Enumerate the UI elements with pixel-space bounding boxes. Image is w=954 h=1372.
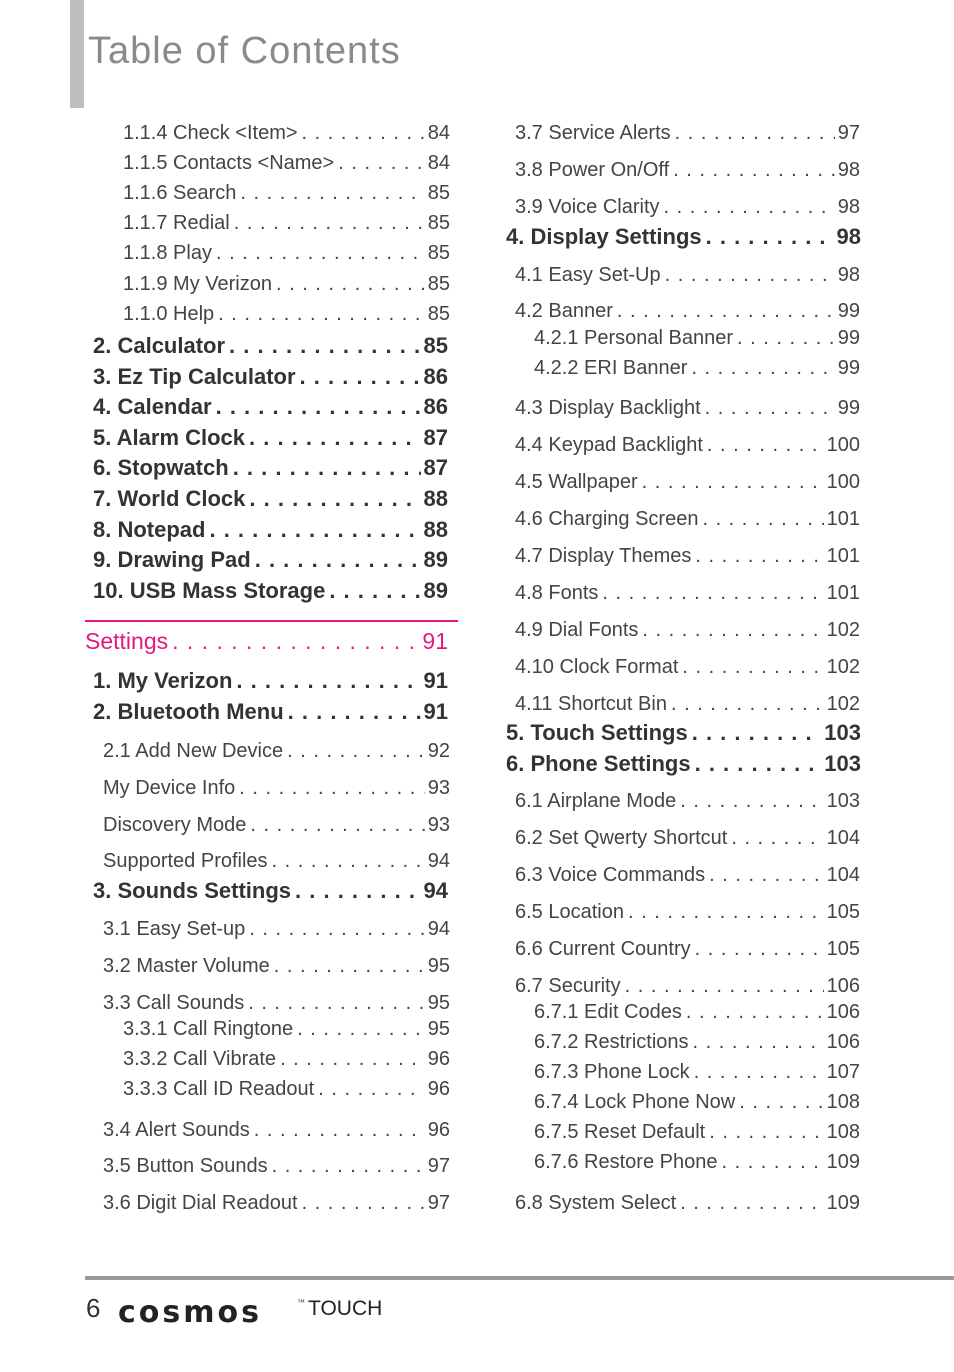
toc-leader-dots [731,826,823,850]
toc-leader-dots [172,627,419,655]
toc-page-number: 108 [826,1121,860,1143]
toc-label: 3.3.1 Call Ringtone [123,1018,294,1040]
toc-entry-left-27 [123,1017,450,1041]
toc-entry-right-16 [515,692,860,716]
toc-entry-left-19 [103,739,450,763]
toc-label: 6.7.6 Restore Phone [534,1151,718,1173]
toc-leader-dots [295,878,420,904]
toc-page-number: 94 [427,850,450,872]
toc-label: 4.4 Keypad Backlight [515,434,703,456]
toc-label: My Device Info [103,777,236,799]
toc-entry-left-18 [93,699,448,725]
toc-leader-dots [248,991,425,1015]
toc-leader-dots [664,195,835,219]
toc-label: 6.7.3 Phone Lock [534,1061,690,1083]
toc-label: 4.11 Shortcut Bin [515,693,667,715]
toc-entry-right-25 [534,1000,860,1024]
toc-page-number: 109 [826,1151,860,1173]
toc-label: 3.4 Alert Sounds [103,1119,250,1141]
toc-entry-right-24 [515,974,860,998]
brand-suffix: TOUCH [308,1297,383,1320]
toc-entry-left-22 [103,849,450,873]
toc-page-number: 84 [427,122,450,144]
toc-entry-left-21 [103,813,450,837]
toc-leader-dots [218,302,425,326]
toc-label: 3. Ez Tip Calculator [93,364,296,389]
toc-label: 5. Touch Settings [506,720,688,745]
toc-entry-left-23 [93,878,448,904]
toc-leader-dots [693,1030,824,1054]
toc-page-number: 98 [836,224,861,249]
toc-entry-left-24 [103,917,450,941]
toc-page-number: 100 [826,471,860,493]
toc-page-number: 96 [427,1048,450,1070]
toc-leader-dots [240,181,424,205]
toc-leader-dots [642,470,824,494]
toc-entry-right-21 [515,863,860,887]
toc-page-number: 96 [427,1119,450,1141]
toc-entry-left-20 [103,776,450,800]
toc-page-number: 107 [826,1061,860,1083]
toc-leader-dots [739,1090,823,1114]
toc-leader-dots [239,776,424,800]
toc-leader-dots [665,263,835,287]
toc-page-number: 93 [427,777,450,799]
toc-leader-dots [617,299,835,323]
toc-page-number: 95 [427,992,450,1014]
brand-trademark: ™ [297,1298,305,1307]
toc-leader-dots [216,394,421,420]
toc-entry-right-14 [515,618,860,642]
toc-leader-dots [695,937,824,961]
toc-page-number: 87 [423,425,448,450]
toc-page-number: 98 [837,196,860,218]
footer-rule [85,1276,954,1280]
toc-leader-dots [318,1077,425,1101]
toc-entry-right-2 [515,195,860,219]
toc-label: 4.10 Clock Format [515,656,679,678]
toc-entry-right-10 [515,470,860,494]
toc-label: Supported Profiles [103,850,268,872]
toc-page-number: 97 [837,122,860,144]
toc-page-number: 94 [427,918,450,940]
toc-label: 4. Display Settings [506,224,702,249]
toc-page-number: 102 [826,619,860,641]
toc-page-number: 103 [824,751,861,776]
toc-label: 2. Calculator [93,333,226,358]
toc-leader-dots [642,618,823,642]
toc-section-left-16 [85,627,448,655]
toc-entry-right-4 [515,263,860,287]
toc-entry-left-31 [103,1154,450,1178]
toc-page-number: 99 [837,397,860,419]
toc-label: 3.8 Power On/Off [515,159,670,181]
toc-label: 3.3 Call Sounds [103,992,245,1014]
toc-leader-dots [288,699,421,725]
toc-label: 6.7.5 Reset Default [534,1121,706,1143]
toc-entry-left-2 [123,181,450,205]
toc-page-number: 95 [427,1018,450,1040]
toc-entry-right-19 [515,789,860,813]
toc-label: 4.2.1 Personal Banner [534,327,734,349]
toc-page-number: 99 [837,357,860,379]
toc-page-number: 96 [427,1078,450,1100]
toc-page-number: 97 [427,1192,450,1214]
toc-label: 6.7.2 Restrictions [534,1031,689,1053]
toc-label: 6.7.4 Lock Phone Now [534,1091,736,1113]
toc-label: 3. Sounds Settings [93,878,292,903]
toc-entry-left-26 [103,991,450,1015]
toc-entry-right-27 [534,1060,860,1084]
toc-label: 1.1.8 Play [123,242,212,264]
toc-label: 6.6 Current Country [515,938,691,960]
toc-leader-dots [216,241,425,265]
toc-label: 7. World Clock [93,486,246,511]
toc-entry-left-15 [93,578,448,604]
toc-entry-right-23 [515,937,860,961]
toc-leader-dots [254,1118,425,1142]
toc-entry-right-29 [534,1120,860,1144]
title-accent-bar [70,0,84,108]
toc-leader-dots [229,333,420,359]
toc-entry-left-28 [123,1047,450,1071]
toc-entry-right-11 [515,507,860,531]
toc-page-number: 105 [826,901,860,923]
toc-entry-left-8 [93,364,448,390]
toc-leader-dots [249,486,420,512]
toc-leader-dots [233,455,421,481]
toc-page-number: 91 [423,699,448,724]
toc-label: 3.1 Easy Set-up [103,918,246,940]
toc-entry-left-7 [93,333,448,359]
toc-leader-dots [276,272,425,296]
toc-label: 1.1.7 Redial [123,212,230,234]
toc-entry-left-5 [123,272,450,296]
toc-entry-left-32 [103,1191,450,1215]
toc-label: 2. Bluetooth Menu [93,699,284,724]
toc-leader-dots [695,544,823,568]
settings-divider [85,620,458,622]
toc-page-number: 85 [427,303,450,325]
toc-entry-right-1 [515,158,860,182]
toc-leader-dots [302,1191,425,1215]
toc-page-number: 103 [824,720,861,745]
toc-page-number: 99 [837,300,860,322]
toc-leader-dots [287,739,425,763]
toc-entry-right-12 [515,544,860,568]
toc-entry-right-26 [534,1030,860,1054]
toc-page-number: 94 [423,878,448,903]
toc-entry-right-0 [515,121,860,145]
toc-page-number: 108 [826,1091,860,1113]
toc-page-number: 100 [826,434,860,456]
toc-entry-left-4 [123,241,450,265]
toc-label: 6.3 Voice Commands [515,864,706,886]
toc-leader-dots [691,356,834,380]
toc-entry-left-0 [123,121,450,145]
toc-page-number: 102 [826,693,860,715]
toc-label: 3.6 Digit Dial Readout [103,1192,298,1214]
toc-page-number: 92 [427,740,450,762]
toc-leader-dots [702,507,823,531]
toc-label: 10. USB Mass Storage [93,578,326,603]
toc-page-number: 106 [826,975,860,997]
toc-entry-left-3 [123,211,450,235]
toc-leader-dots [680,789,823,813]
toc-label: 4.3 Display Backlight [515,397,701,419]
toc-label: 4.7 Display Themes [515,545,692,567]
toc-label: Discovery Mode [103,814,247,836]
toc-label: 4.1 Easy Set-Up [515,264,661,286]
toc-label: 4.6 Charging Screen [515,508,699,530]
page-number: 6 [86,1293,101,1323]
toc-entry-left-17 [93,668,448,694]
toc-page-number: 85 [427,182,450,204]
toc-leader-dots [274,954,425,978]
toc-label: 1. My Verizon [93,668,233,693]
toc-leader-dots [692,720,822,746]
toc-page-number: 101 [826,545,860,567]
toc-leader-dots [673,158,835,182]
toc-page-number: 86 [423,394,448,419]
toc-page-number: 87 [423,455,448,480]
toc-page-number: 101 [826,508,860,530]
toc-leader-dots [250,813,424,837]
brand-logo: cosmos [118,1295,262,1330]
toc-leader-dots [209,517,420,543]
toc-label: 1.1.4 Check <Item> [123,122,298,144]
toc-leader-dots [709,1120,823,1144]
toc-page-number: 93 [427,814,450,836]
toc-page-number: 86 [423,364,448,389]
toc-label: 1.1.5 Contacts <Name> [123,152,335,174]
toc-label: 3.9 Voice Clarity [515,196,660,218]
toc-page-number: 85 [427,273,450,295]
toc-leader-dots [300,364,421,390]
toc-leader-dots [694,1060,824,1084]
toc-leader-dots [249,425,420,451]
toc-leader-dots [671,692,824,716]
toc-label: 4.2 Banner [515,300,613,322]
toc-page-number: 85 [427,242,450,264]
toc-label: 3.5 Button Sounds [103,1155,268,1177]
toc-label: 6.7.1 Edit Codes [534,1001,682,1023]
toc-entry-right-8 [515,396,860,420]
toc-entry-right-17 [506,720,861,746]
toc-leader-dots [709,863,824,887]
toc-leader-dots [721,1150,823,1174]
toc-page-number: 95 [427,955,450,977]
toc-leader-dots [707,433,824,457]
toc-page-number: 88 [423,517,448,542]
toc-entry-right-20 [515,826,860,850]
toc-page-number: 85 [427,212,450,234]
toc-leader-dots [625,974,824,998]
toc-label: 6. Stopwatch [93,455,229,480]
toc-entry-right-7 [534,356,860,380]
toc-label: 4.5 Wallpaper [515,471,638,493]
toc-page-number: 102 [826,656,860,678]
toc-page-number: 84 [427,152,450,174]
toc-leader-dots [297,1017,425,1041]
toc-entry-left-25 [103,954,450,978]
toc-entry-right-28 [534,1090,860,1114]
toc-page-number: 98 [837,159,860,181]
toc-page-number: 98 [837,264,860,286]
toc-page-number: 103 [826,790,860,812]
toc-leader-dots [675,121,835,145]
toc-entry-right-9 [515,433,860,457]
toc-entry-left-13 [93,517,448,543]
toc-page-number: 104 [826,827,860,849]
toc-entry-left-30 [103,1118,450,1142]
toc-entry-right-30 [534,1150,860,1174]
toc-leader-dots [302,121,425,145]
toc-entry-left-14 [93,547,448,573]
toc-page-number: 109 [826,1192,860,1214]
toc-label: 6.1 Airplane Mode [515,790,677,812]
toc-leader-dots [695,751,822,777]
toc-leader-dots [329,578,420,604]
toc-entry-left-9 [93,394,448,420]
toc-entry-right-6 [534,326,860,350]
toc-entry-left-10 [93,425,448,451]
toc-page-number: 89 [423,578,448,603]
toc-label: 1.1.6 Search [123,182,237,204]
toc-leader-dots [737,326,835,350]
toc-page-number: 88 [423,486,448,511]
toc-entry-right-3 [506,224,861,250]
toc-leader-dots [680,1191,823,1215]
toc-label: 4.9 Dial Fonts [515,619,639,641]
toc-leader-dots [255,547,421,573]
toc-leader-dots [272,1154,425,1178]
toc-entry-left-1 [123,151,450,175]
toc-label: Settings [85,628,169,654]
toc-entry-left-11 [93,455,448,481]
toc-label: 1.1.9 My Verizon [123,273,272,295]
toc-page-number: 99 [837,327,860,349]
toc-leader-dots [706,224,834,250]
toc-entry-right-15 [515,655,860,679]
toc-label: 4. Calendar [93,394,212,419]
toc-label: 6.8 System Select [515,1192,677,1214]
toc-page-number: 104 [826,864,860,886]
toc-leader-dots [628,900,824,924]
toc-page-number: 89 [423,547,448,572]
toc-label: 4.8 Fonts [515,582,599,604]
toc-leader-dots [682,655,823,679]
toc-label: 1.1.0 Help [123,303,215,325]
toc-page-number: 101 [826,582,860,604]
toc-leader-dots [338,151,425,175]
toc-entry-left-12 [93,486,448,512]
toc-label: 6.5 Location [515,901,624,923]
toc-page-number: 91 [423,668,448,693]
toc-entry-right-31 [515,1191,860,1215]
toc-label: 3.7 Service Alerts [515,122,671,144]
toc-leader-dots [602,581,823,605]
page-title: Table of Contents [88,30,401,72]
toc-page-number: 97 [427,1155,450,1177]
toc-label: 8. Notepad [93,517,206,542]
toc-leader-dots [280,1047,425,1071]
toc-leader-dots [686,1000,824,1024]
toc-label: 6.2 Set Qwerty Shortcut [515,827,728,849]
toc-page-number: 106 [826,1031,860,1053]
toc-label: 9. Drawing Pad [93,547,251,572]
toc-page-number: 91 [422,628,448,654]
toc-label: 3.3.3 Call ID Readout [123,1078,315,1100]
toc-leader-dots [249,917,424,941]
toc-label: 2.1 Add New Device [103,740,284,762]
toc-entry-left-29 [123,1077,450,1101]
toc-leader-dots [234,211,425,235]
toc-entry-left-6 [123,302,450,326]
toc-label: 3.2 Master Volume [103,955,270,977]
toc-label: 3.3.2 Call Vibrate [123,1048,277,1070]
toc-page-number: 105 [826,938,860,960]
toc-label: 6. Phone Settings [506,751,691,776]
toc-page-number: 85 [423,333,448,358]
toc-leader-dots [236,668,420,694]
toc-entry-right-5 [515,299,860,323]
toc-entry-right-22 [515,900,860,924]
toc-page-number: 106 [826,1001,860,1023]
toc-entry-right-18 [506,751,861,777]
toc-label: 4.2.2 ERI Banner [534,357,688,379]
toc-leader-dots [272,849,425,873]
toc-leader-dots [705,396,835,420]
toc-entry-right-13 [515,581,860,605]
toc-label: 5. Alarm Clock [93,425,246,450]
toc-label: 6.7 Security [515,975,621,997]
